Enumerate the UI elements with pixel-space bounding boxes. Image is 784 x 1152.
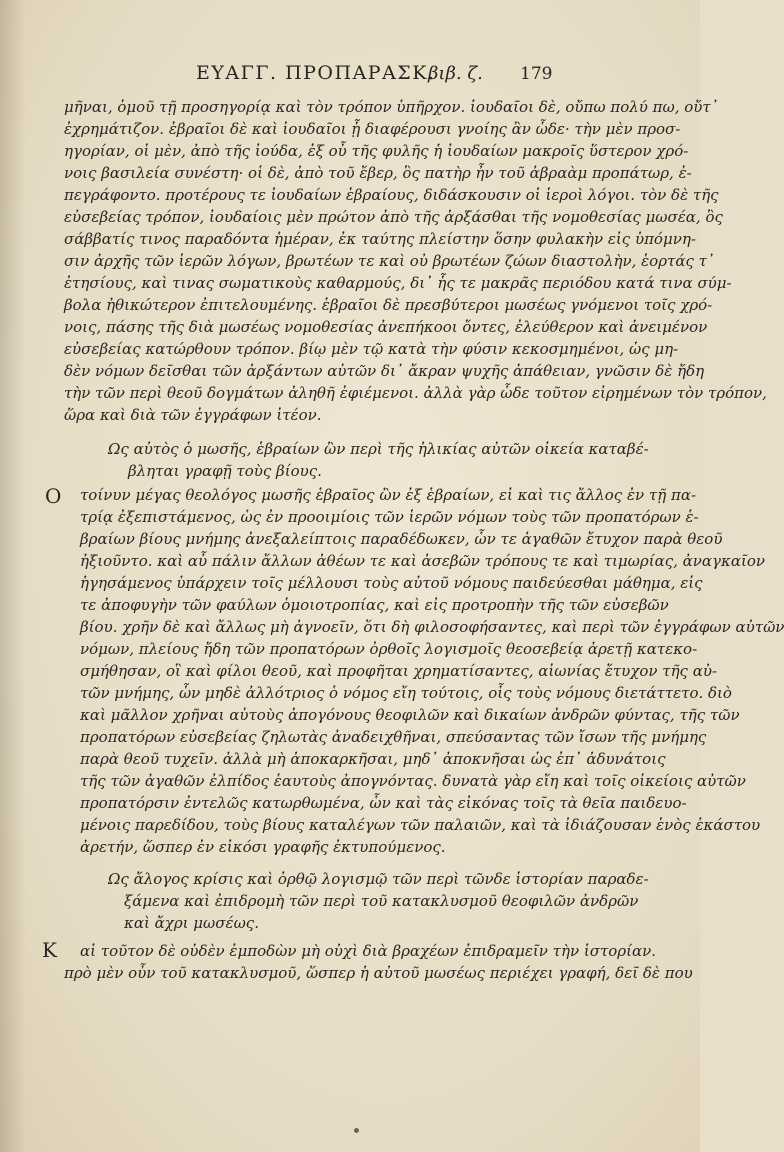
text-line: προπατόρων εὐσεβείας ζηλωτὰς ἀναδειχθῆναι, σπεύσαντας τῶν ἴσων τῆς μνήμης — [80, 728, 707, 746]
heading-line: βληται γραφῇ τοὺς βίους. — [128, 462, 322, 480]
gutter-shadow — [0, 0, 26, 1152]
text-line: νοις, πάσης τῆς διὰ μωσέως νομοθεσίας ἀνεπήκοοι ὄντες, ἐλεύθερον καὶ ἀνειμένον — [64, 318, 708, 336]
text-line: μῆναι, ὁμοῦ τῇ προσηγορίᾳ καὶ τὸν τρόπον ὑπῆρχον. ἰουδαῖοι δὲ, οὔπω πολύ πω, οὔτ᾽ — [64, 98, 719, 116]
text-line: δὲν νόμων δεῖσθαι τῶν ἀρξάντων αὐτῶν δι᾽ ἄκραν ψυχῆς ἀπάθειαν, γνῶσιν δὲ ἤδη — [64, 362, 705, 380]
text-line: νόμων, πλείους ἤδη τῶν προπατόρων ὀρθοῖς λογισμοῖς θεοσεβείᾳ ἀρετῇ κατεκο- — [80, 640, 698, 658]
text-line: ἀρετήν, ὥσπερ ἐν εἰκόσι γραφῆς ἐκτυπούμενος. — [80, 838, 446, 856]
initial-letter: Ο — [45, 484, 62, 508]
page-number: 179 — [520, 64, 553, 84]
text-line: μένοις παρεδίδου, τοὺς βίους καταλέγων τῶν παλαιῶν, καὶ τὰ ἰδιάζουσαν ἑνὸς ἑκάστου — [80, 816, 761, 834]
text-line: τοίνυν μέγας θεολόγος μωσῆς ἑβραῖος ὢν ἐξ ἑβραίων, εἰ καὶ τις ἄλλος ἐν τῇ πα- — [80, 486, 697, 504]
text-line: πεγράφοντο. προτέρους τε ἰουδαίων ἑβραίους, διδάσκουσιν οἱ ἱεροὶ λόγοι. τὸν δὲ τῆς — [64, 186, 719, 204]
text-line: σμήθησαν, οἳ καὶ φίλοι θεοῦ, καὶ προφῆται χρηματίσαντες, αἰωνίας ἔτυχον τῆς αὐ- — [80, 662, 718, 680]
running-head-book: βιβ. ζ. — [428, 63, 483, 84]
text-line: νοις βασιλεία συνέστη· οἱ δὲ, ἀπὸ τοῦ ἔβερ, ὃς πατὴρ ἦν τοῦ ἀβραὰμ προπάτωρ, ἐ- — [64, 164, 692, 182]
running-head-title: ΕΥΑΓΓ. ΠΡΟΠΑΡΑΣΚ. — [196, 62, 436, 84]
text-line: τὴν τῶν περὶ θεοῦ δογμάτων ἀληθῆ ἐφιέμενοι. ἀλλὰ γὰρ ὧδε τοῦτον εἰρημένων τὸν τρόπον, — [64, 384, 767, 402]
text-line: βραίων βίους μνήμης ἀνεξαλείπτοις παραδέδωκεν, ὧν τε ἀγαθῶν ἔτυχον παρὰ θεοῦ — [80, 530, 723, 548]
text-line: σάββατίς τινος παραδόντα ἡμέραν, ἐκ ταύτης πλείστην ὅσην φυλακὴν εἰς ὑπόμνη- — [64, 230, 696, 248]
text-line: πρὸ μὲν οὖν τοῦ κατακλυσμοῦ, ὥσπερ ἡ αὐτοῦ μωσέως περιέχει γραφή, δεῖ δὲ που — [64, 964, 693, 982]
text-line: προπατόρσιν ἐντελῶς κατωρθωμένα, ὧν καὶ τὰς εἰκόνας τοῖς τὰ θεῖα παιδευο- — [80, 794, 687, 812]
text-line: εὐσεβείας τρόπον, ἰουδαίοις μὲν πρώτον ἀπὸ τῆς ἀρξάσθαι τῆς νομοθεσίας μωσέα, ὃς — [64, 208, 723, 226]
initial-letter: Κ — [42, 938, 57, 962]
text-line: ηγορίαν, οἱ μὲν, ἀπὸ τῆς ἰούδα, ἐξ οὗ τῆς φυλῆς ἡ ἰουδαίων μακροῖς ὕστερον χρό- — [64, 142, 689, 160]
text-line: τρίᾳ ἐξεπιστάμενος, ὡς ἐν προοιμίοις τῶν ἱερῶν νόμων τοὺς τῶν προπατόρων ἑ- — [80, 508, 699, 526]
text-line: εὐσεβείας κατώρθουν τρόπον. βίῳ μὲν τῷ κατὰ τὴν φύσιν κεκοσμημένοι, ὡς μη- — [64, 340, 679, 358]
text-line: βίου. χρῆν δὲ καὶ ἄλλως μὴ ἀγνοεῖν, ὅτι δὴ φιλοσοφήσαντες, καὶ περὶ τῶν ἐγγράφων αὐτῶν — [80, 618, 784, 636]
text-line: βολα ἠθικώτερον ἐπιτελουμένης. ἑβραῖοι δὲ πρεσβύτεροι μωσέως γνόμενοι τοῖς χρό- — [64, 296, 713, 314]
text-line: παρὰ θεοῦ τυχεῖν. ἀλλὰ μὴ ἀποκαρκῆσαι, μηδ᾽ ἀποκνῆσαι ὡς ἐπ᾽ ἀδυνάτοις — [80, 750, 666, 768]
text-line: τῆς τῶν ἀγαθῶν ἐλπίδος ἑαυτοὺς ἀπογνόντας. δυνατὰ γὰρ εἴη καὶ τοῖς οἰκείοις αὐτῶν — [80, 772, 746, 790]
text-line: ὥρα καὶ διὰ τῶν ἐγγράφων ἰτέον. — [64, 406, 322, 424]
text-line: τῶν μνήμης, ὧν μηδὲ ἀλλότριος ὁ νόμος εἴη τούτοις, οἷς τοὺς νόμους διετάττετο. διὸ — [80, 684, 732, 702]
text-line: αἱ τοῦτον δὲ οὐδὲν ἐμποδὼν μὴ οὐχὶ διὰ βραχέων ἐπιδραμεῖν τὴν ἱστορίαν. — [80, 942, 656, 960]
text-line: ἐτησίους, καὶ τινας σωματικοὺς καθαρμούς, δι᾽ ἧς τε μακρᾶς περιόδου κατά τινα σύμ- — [64, 274, 732, 292]
heading-line: καὶ ἄχρι μωσέως. — [124, 914, 259, 932]
text-line: ἐχρημάτιζον. ἑβραῖοι δὲ καὶ ἰουδαῖοι ᾗ διαφέρουσι γνοίης ἂν ὧδε· τὴν μὲν προσ- — [64, 120, 681, 138]
text-line: ἠξιοῦντο. καὶ αὖ πάλιν ἄλλων ἀθέων τε καὶ ἀσεβῶν τρόπους τε καὶ τιμωρίας, ἀναγκαῖον — [80, 552, 766, 570]
heading-line: ξάμενα καὶ ἐπιδρομὴ τῶν περὶ τοῦ κατακλυσμοῦ θεοφιλῶν ἀνδρῶν — [124, 892, 639, 910]
text-line: ἡγησάμενος ὑπάρχειν τοῖς μέλλουσι τοὺς αὐτοῦ νόμους παιδεύεσθαι μάθημα, εἰς — [80, 574, 703, 592]
text-line: σιν ἀρχῆς τῶν ἱερῶν λόγων, βρωτέων τε καὶ οὐ βρωτέων ζώων διαστολὴν, ἑορτάς τ᾽ — [64, 252, 715, 270]
text-line: τε ἀποφυγὴν τῶν φαύλων ὁμοιοτροπίας, καὶ εἰς προτροπὴν τῆς τῶν εὐσεβῶν — [80, 596, 669, 614]
running-head — [0, 62, 700, 88]
page-mark — [354, 1128, 359, 1133]
heading-line: Ως αὐτὸς ὁ μωσῆς, ἑβραίων ὢν περὶ τῆς ἡλικίας αὐτῶν οἰκεία καταβέ- — [108, 440, 649, 458]
heading-line: Ως ἄλογος κρίσις καὶ ὀρθῷ λογισμῷ τῶν περὶ τῶνδε ἱστορίαν παραδε- — [108, 870, 649, 888]
text-line: καὶ μᾶλλον χρῆναι αὐτοὺς ἀπογόνους θεοφιλῶν καὶ δικαίων ἀνδρῶν φύντας, τῆς τῶν — [80, 706, 740, 724]
